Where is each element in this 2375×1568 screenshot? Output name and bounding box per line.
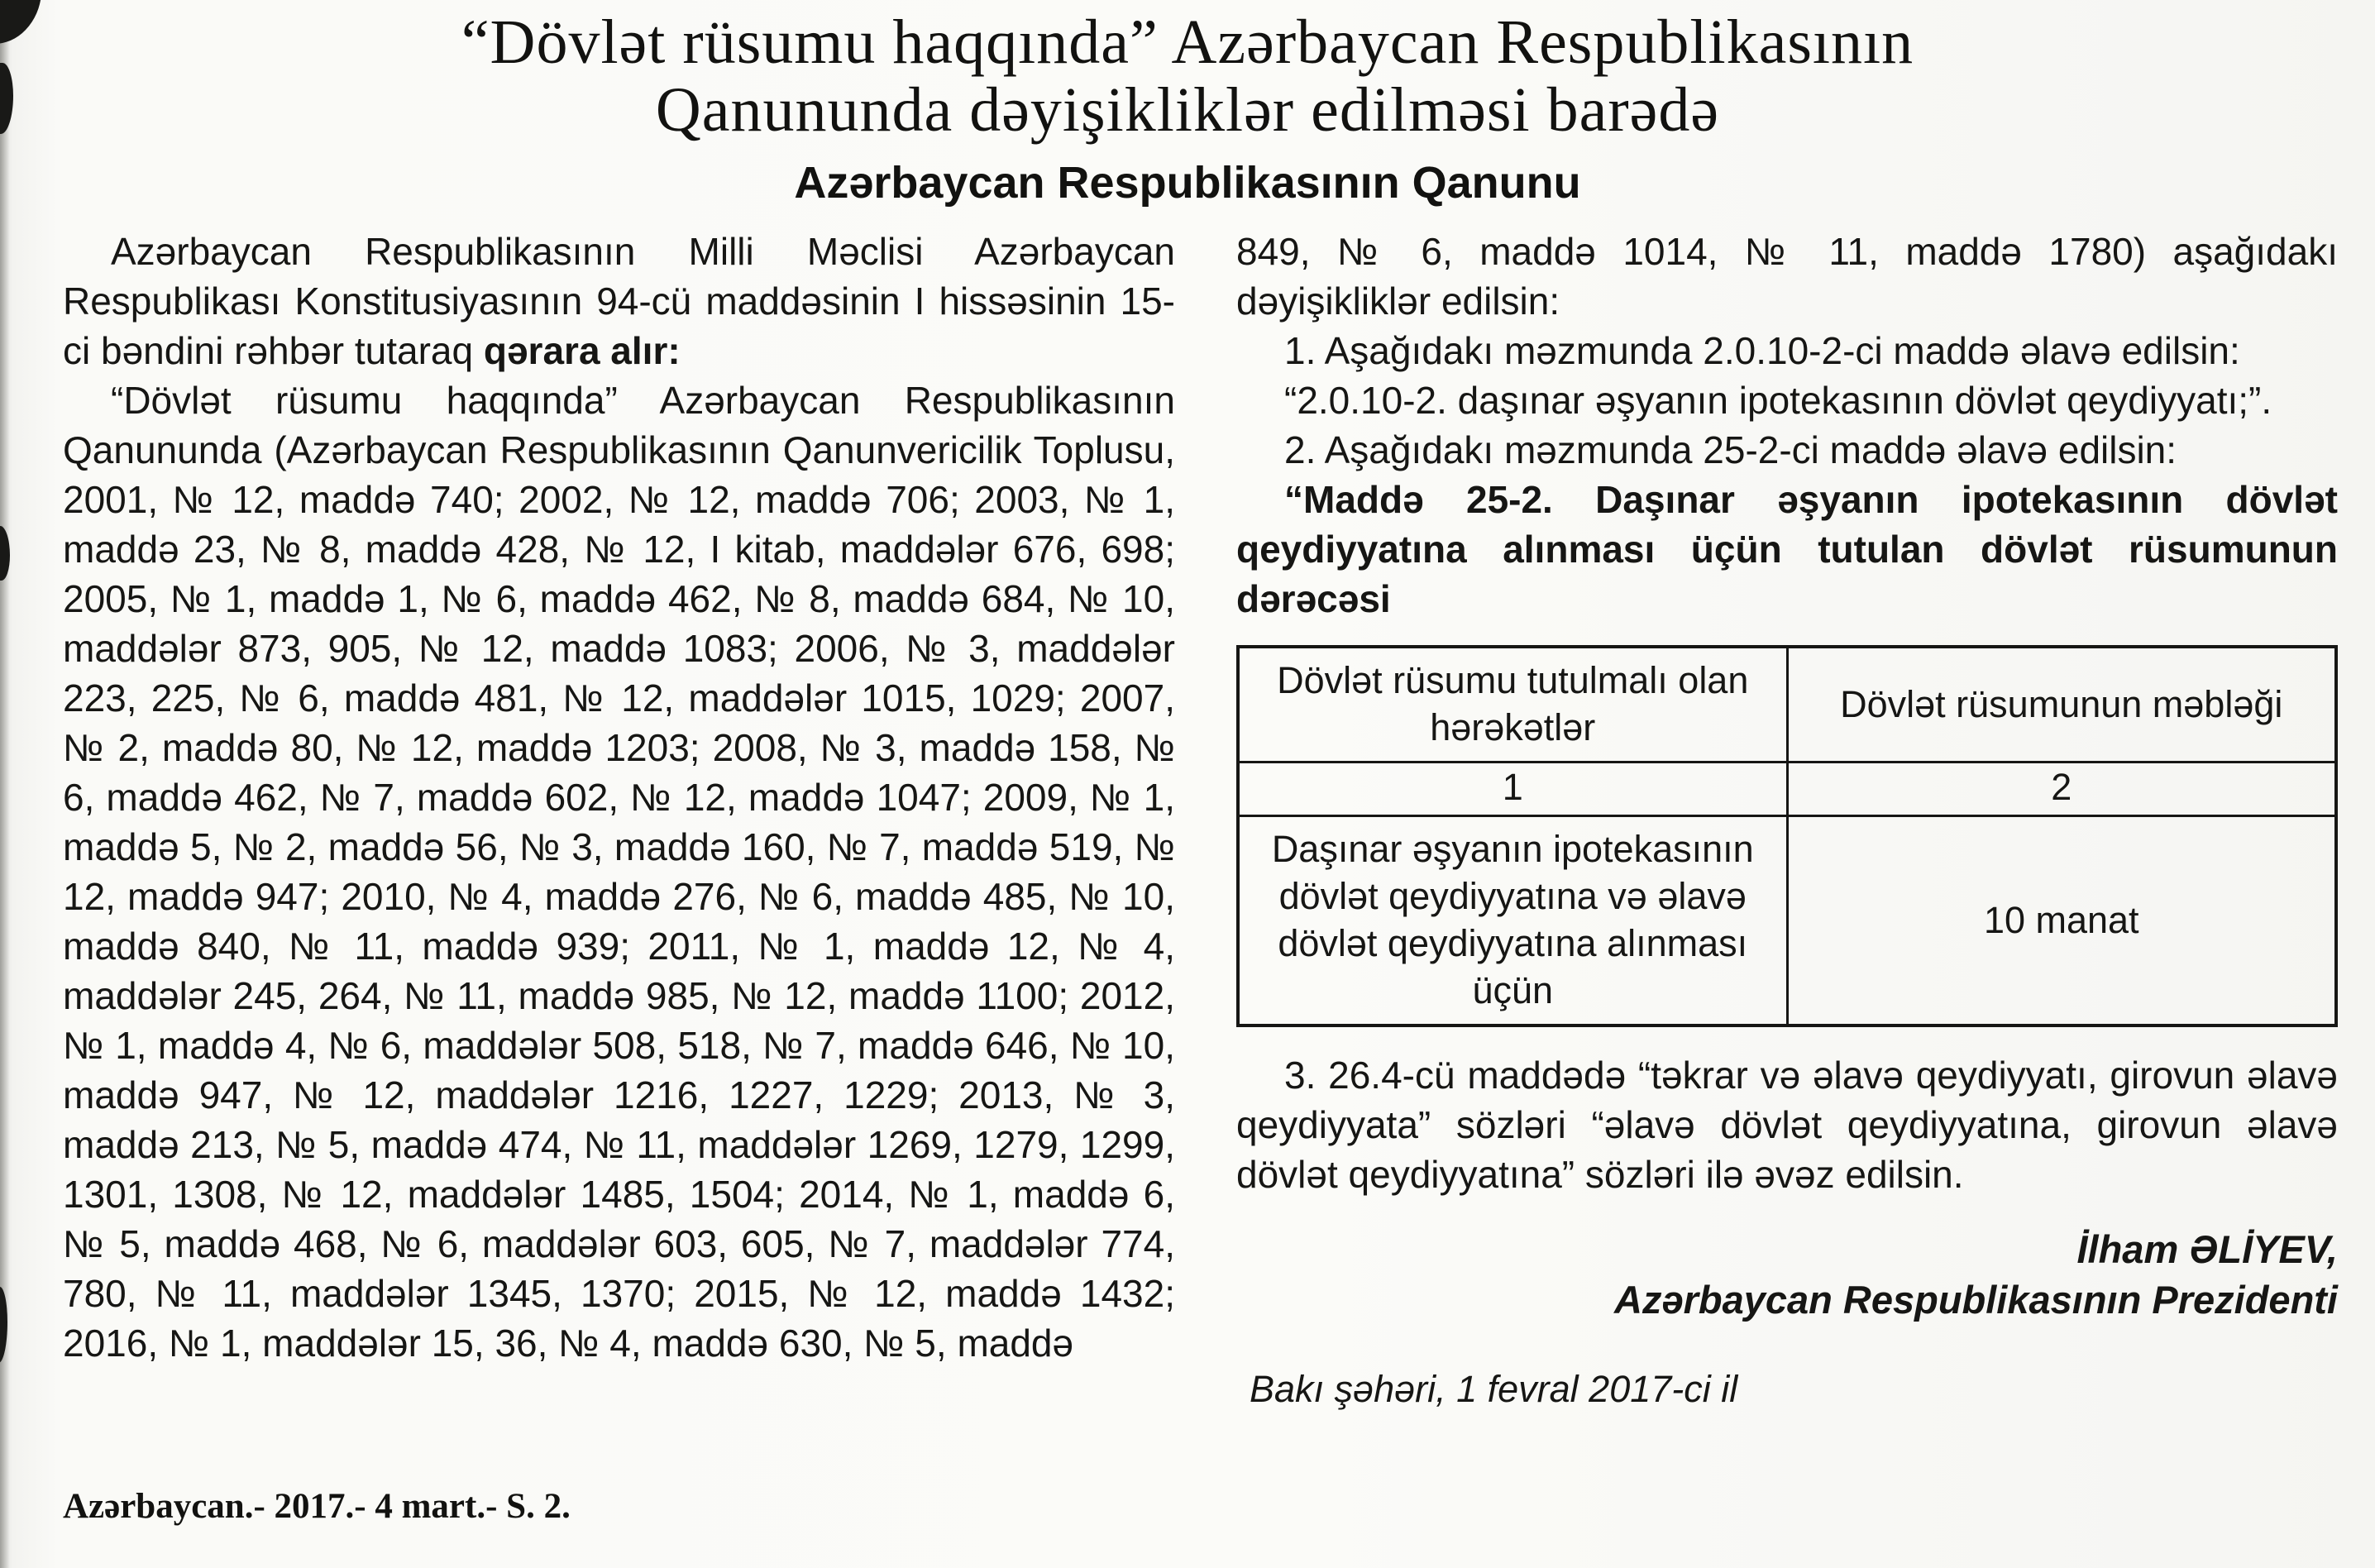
signature-title: Azərbaycan Respublikasının Prezidenti	[1614, 1278, 2338, 1322]
table-header-actions: Dövlət rüsumu tutulmalı olan hərəkətlər	[1238, 647, 1787, 762]
amendment-quote-1: “2.0.10-2. daşınar əşyanın ipotekasının dövlət qeydiyyatı;”.	[1284, 379, 2272, 422]
column-number-1: 1	[1238, 762, 1787, 816]
amendment-item-2: 2. Aşağıdakı məzmunda 25-2-ci maddə əlavə edilsin:	[1284, 428, 2177, 471]
table-column-number-row	[1238, 762, 2336, 816]
amendment-item-1: 1. Aşağıdakı məzmunda 2.0.10-2-ci maddə əlavə edilsin:	[1284, 329, 2240, 372]
article-25-2-heading: “Maddə 25-2. Daşınar əşyanın ipotekasının dövlət qeydiyyatına alınması üçün tutulan dövlət rüsumunun dərəcəsi	[1236, 478, 2338, 620]
page-title	[0, 8, 2375, 144]
left-column	[63, 227, 1175, 1411]
citations-continuation-paragraph: 849, № 6, maddə 1014, № 11, maddə 1780) aşağıdakı dəyişikliklər edilsin:	[1236, 230, 2338, 323]
source-citation: Azərbaycan.- 2017.- 4 mart.- S. 2.	[63, 1487, 571, 1526]
table-row	[1238, 816, 2336, 1026]
law-citations-paragraph: “Dövlət rüsumu haqqında” Azərbaycan Respublikasının Qanununda (Azərbaycan Respublikasının Qanunvericilik Toplusu, 2001, № 12, maddə 740; 2002, № 12, maddə 706; 2003, № 1, maddə 23, № 8, maddə 428, № 12, I kitab, maddələr 676, 698; 2005, № 1, maddə 1, № 6, maddə 462, № 8, maddə 684, № 10, maddələr 873, 905, № 12, maddə 1083; 2006, № 3, maddələr 223, 225, № 6, maddə 481, № 12, maddələr 1015, 1029; 2007, № 2, maddə 80, № 12, maddə 1203; 2008, № 3, maddə 158, № 6, maddə 462, № 7, maddə 602, № 12, maddə 1047; 2009, № 1, maddə 5, № 2, maddə 56, № 3, maddə 160, № 7, maddə 519, № 12, maddə 947; 2010, № 4, maddə 276, № 6, maddə 485, № 10, maddə 840, № 11, maddə 939; 2011, № 1, maddə 12, № 4, maddələr 245, 264, № 11, maddə 985, № 12, maddə 1100; 2012, № 1, maddə 4, № 6, maddələr 508, 518, № 7, maddə 646, № 10, maddə 947, № 12, maddələr 1216, 1227, 1229; 2013, № 3, maddə 213, № 5, maddə 474, № 11, maddələr 1269, 1279, 1299, 1301, 1308, № 12, maddələr 1485, 1504; 2014, № 1, maddə 6, № 5, maddə 468, № 6, maddələr 603, 605, № 7, maddələr 774, 780, № 11, maddələr 1345, 1370; 2015, № 12, maddə 1432; 2016, № 1, maddələr 15, 36, № 4, maddə 630, № 5, maddə	[63, 379, 1175, 1365]
place-and-date: Bakı şəhəri, 1 fevral 2017-ci il	[1250, 1368, 1738, 1410]
signature-block	[1236, 1224, 2338, 1325]
document-header	[0, 0, 2375, 208]
right-column	[1236, 227, 2338, 1411]
table-header-row	[1238, 647, 2336, 762]
title-line-2: Qanununda dəyişikliklər edilməsi barədə	[655, 75, 1720, 145]
preamble-resolution-bold: qərara alır:	[483, 329, 681, 372]
preamble-paragraph	[63, 227, 1175, 375]
title-line-1: “Dövlət rüsumu haqqında” Azərbaycan Respublikasının	[461, 7, 1914, 77]
duty-action-cell: Daşınar əşyanın ipotekasının dövlət qeydiyyatına və əlavə dövlət qeydiyyatına alınması üçün	[1238, 816, 1787, 1026]
preamble-text: Azərbaycan Respublikasının Milli Məclisi Azərbaycan Respublikası Konstitusiyasının 94-cü maddəsinin I hissəsinin 15-ci bəndini rəhbər tutaraq	[63, 230, 1175, 372]
signature-name: İlham ƏLİYEV,	[2076, 1227, 2338, 1271]
two-column-body	[63, 227, 2337, 1411]
law-type-subtitle: Azərbaycan Respublikasının Qanunu	[794, 158, 1581, 208]
amendment-item-3: 3. 26.4-cü maddədə “təkrar və əlavə qeydiyyatı, girovun əlavə qeydiyyata” sözləri “əlavə dövlət qeydiyyatına, girovun əlavə dövlət qeydiyyatına” sözləri ilə əvəz edilsin.	[1236, 1054, 2338, 1196]
duty-amount-cell: 10 manat	[1787, 816, 2336, 1026]
column-number-2: 2	[1787, 762, 2336, 816]
state-duty-table	[1236, 645, 2338, 1027]
table-header-amount: Dövlət rüsumunun məbləği	[1787, 647, 2336, 762]
